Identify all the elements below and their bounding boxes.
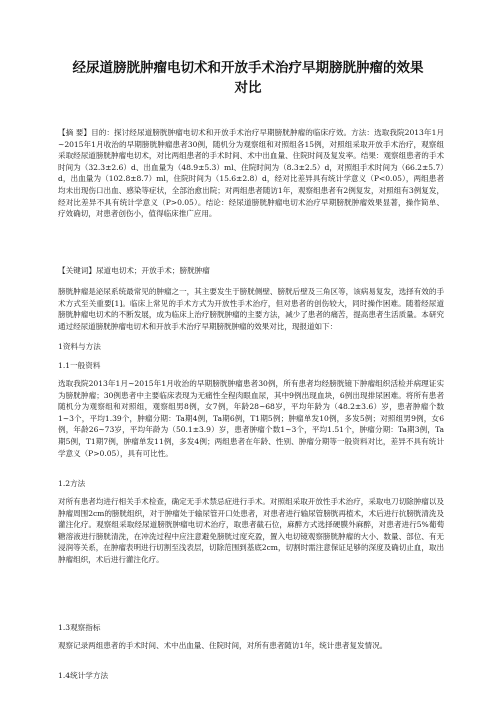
- paper-title-line2: 对比: [234, 80, 262, 96]
- section-1-3-heading: 1.3观察指标: [58, 623, 101, 632]
- paper-title-line1: 经尿道膀胱肿瘤电切术和开放手术治疗早期膀胱肿瘤的效果: [72, 60, 424, 76]
- introduction-paragraph: 膀胱肿瘤是泌尿系统最常见的肿瘤之一，其主要发生于膀胱侧壁、膀胱后壁及三角区等，该病易复发，选择有效的手术方式至关重要[1]。临床上常见的手术方式为开放性手术治疗，但对患者的创伤较大，同时操作困难。随着经尿道膀胱肿瘤电切术的不断发展，成为临床上治疗膀胱肿瘤的主要方法，减少了患者的痛苦，提高患者生活质量。本研究通过经尿道膀胱肿瘤电切术和开放手术治疗早期膀胱肿瘤的效果对比，现报道如下：: [58, 287, 444, 331]
- section-1-2-paragraph: 对所有患者均进行相关手术检查，确定无手术禁忌症进行手术。对照组采取开放性手术治疗，采取电刀切除肿瘤以及肿瘤周围2cm的膀胱组织，对于肿瘤处于输尿管开口处患者，对患者进行输尿管膀胱再植术，术后进行抗膀胱清洗及灌注化疗。观察组采取经尿道膀胱肿瘤电切术治疗，取患者截石位，麻醉方式选择硬膜外麻醉，对患者进行5%葡萄糖溶液进行膀胱清洗，在冲洗过程中应注意避免膀胱过度充盈，置入电切镜观察膀胱肿瘤的大小、数量、部位、有无浸润等关系，在肿瘤表明进行切割至浅表层，切除范围到基底2cm，切割时需注意保证足够的深度及确切止血，取出肿瘤组织，术后进行灌注化疗。: [58, 497, 444, 564]
- section-1-3-paragraph: 观察记录两组患者的手术时间、术中出血量、住院时间，对所有患者随访1年，统计患者复发情况。: [58, 641, 388, 650]
- section-1-2-heading: 1.2方法: [58, 479, 86, 488]
- section-1-1-heading: 1.1一般资料: [58, 361, 101, 370]
- section-1-4-heading: 1.4统计学方法: [58, 671, 109, 680]
- section-1-1-paragraph: 选取我院2013年1月~2015年1月收治的早期膀胱肿瘤患者30例，所有患者均经膀胱镜下肿瘤组织活检并病理证实为膀胱肿瘤；30例患者中主要临床表现为无痛性全程肉眼血尿，其中9例出现血块，6例出现排尿困难。将所有患者随机分为观察组和对照组，观察组男8例，女7例，年龄28~68岁，平均年龄为（48.2±3.6）岁，患者肿瘤个数1~3个，平均1.39个，肿瘤分期：Ta期4例，Ta期6例，T1期5例；肿瘤单发10例，多发5例；对照组男9例，女6例，年龄26~73岁，平均年龄为（50.1±3.9）岁，患者肿瘤个数1~3个，平均1.51个，肿瘤分期：Ta期3例，Ta期5例，T1期7例，肿瘤单发11例，多发4例；两组患者在年龄、性别、肿瘤分期等一般资料对比，差异不具有统计学意义（P>0.05），具有可比性。: [58, 379, 444, 458]
- keywords-line: 【关键词】尿道电切术；开放手术；膀胱肿瘤: [58, 266, 210, 275]
- paper-title: [40, 58, 456, 98]
- section-1-heading: 1资料与方法: [58, 342, 101, 351]
- abstract-paragraph: 【摘 要】目的：探讨经尿道膀胱肿瘤电切术和开放手术治疗早期膀胱肿瘤的临床疗效。方法：选取我院2013年1月~2015年1月收治的早期膀胱肿瘤患者30例，随机分为观察组和对照组各15例，对照组采取开放手术治疗，观察组采取经尿道膀胱肿瘤电切术，对比两组患者的手术时间、术中出血量、住院时间及复发率。结果：观察组患者的手术时间为（32.3±2.6）d、出血量为（48.9±5.3）ml、住院时间为（8.3±2.5）d，对照组手术时间为（66.2±5.7）d，出血量为（102.8±8.7）ml，住院时间为（15.6±2.8）d，经对比差异具有统计学意义（P<0.05），两组患者均未出现伤口出血、感染等症状，全部治愈出院；对两组患者随访1年，观察组患者有2例复发，对照组有3例复发，经对比差异不具有统计学意义（P>0.05）。结论：经尿道膀胱肿瘤电切术治疗早期膀胱肿瘤效果显著，操作简单、疗效确切，对患者创伤小，值得临床推广应用。: [58, 128, 444, 219]
